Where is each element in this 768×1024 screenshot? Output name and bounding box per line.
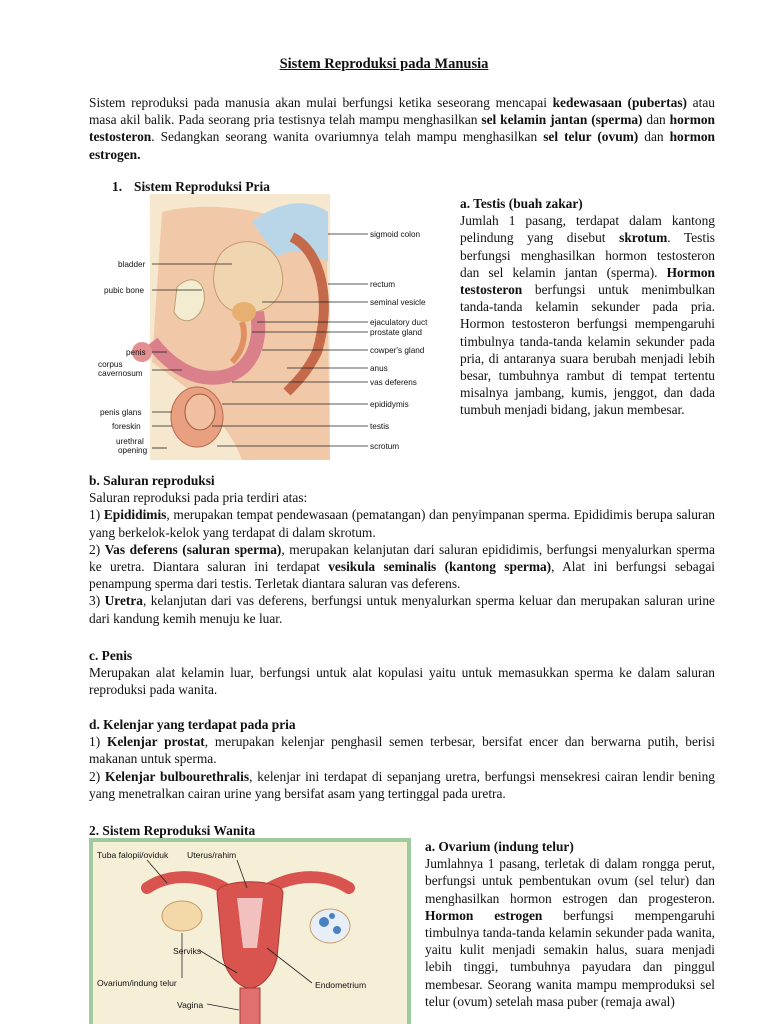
item-number: 2) [89, 768, 105, 784]
ovarium-paragraph [425, 855, 715, 1010]
label-anus: anus [370, 364, 388, 373]
male-reproductive-diagram [92, 192, 444, 460]
page-title: Sistem Reproduksi pada Manusia [279, 56, 489, 72]
item-text: , merupakan tempat pendewasaan (pematangan) dan penyimpanan sperma. Epididimis berupa saluran yang berkelok-kelok yang terdapat di dalam skrotum. [89, 507, 715, 540]
label-ovarium: Ovarium/indung telur [97, 978, 177, 988]
label-ejaculatory-duct: ejaculatory duct [370, 318, 428, 327]
saluran-heading: b. Saluran reproduksi [89, 473, 215, 488]
saluran-item-1 [89, 506, 715, 540]
label-bladder: bladder [118, 260, 146, 269]
label-seminal-vesicle: seminal vesicle [370, 298, 426, 307]
follicle [333, 926, 341, 934]
vagina-shape [240, 988, 260, 1024]
testis-text: Jumlah 1 pasang, terdapat dalam kantong pelindung yang disebut [460, 213, 715, 246]
penis-section [89, 647, 715, 699]
item-number: 1) [89, 734, 107, 750]
kelenjar-section [89, 716, 715, 802]
intro-text: . Sedangkan seorang wanita ovariumnya telah mampu menghasilkan [151, 129, 544, 145]
label-cavernosum: cavernosum [98, 369, 143, 378]
item-bold: Uretra [104, 593, 143, 609]
item-text: , merupakan kelenjar penghasil semen terbesar, bersifat encer dan berwarna putih, berisi makanan untuk sperma. [89, 734, 716, 767]
ovarium-text: Jumlahnya 1 pasang, terletak di dalam rongga perut, berfungsi untuk pembentukan ovum (sel telur) dan menghasilkan hormon estrogen dan progesteron. [425, 856, 715, 906]
label-epididymis: epididymis [370, 400, 409, 409]
testis-paragraph [460, 212, 715, 418]
item-bold: Kelenjar prostat [106, 734, 205, 750]
prostate-shape [232, 302, 256, 322]
saluran-section [89, 472, 715, 627]
intro-bold: hormon estrogen. [89, 129, 715, 162]
testis-bold: skrotum [619, 230, 668, 246]
penis-paragraph: Merupakan alat kelamin luar, berfungsi untuk alat kopulasi yaitu untuk memasukkan sperma ke dalam saluran reproduksi pada wanita. [89, 665, 715, 698]
item-number: 2) [89, 541, 105, 557]
intro-text: dan [638, 129, 670, 145]
item-text: , Alat ini berfungsi sebagai penampung sperma dari testis. Terletak diantara saluran vas deferens. [89, 559, 715, 592]
saluran-intro: Saluran reproduksi pada pria terdiri atas: [89, 490, 308, 506]
label-scrotum: scrotum [370, 442, 400, 451]
testis-text: . Testis berfungsi menghasilkan hormon testosteron dan sel kelamin jantan (sperma). [460, 230, 715, 280]
label-penis-glans: penis glans [100, 408, 142, 417]
saluran-item-2 [89, 541, 715, 593]
item-number: 3) [89, 593, 105, 609]
section-2-heading: 2. Sistem Reproduksi Wanita [89, 823, 256, 838]
label-prostate-gland: prostate gland [370, 328, 422, 337]
intro-bold: sel telur (ovum) [543, 129, 639, 145]
label-cowpers-gland: cowper's gland [370, 346, 425, 355]
intro-text: dan [642, 112, 670, 128]
ovarium-heading: a. Ovarium (indung telur) [425, 839, 574, 854]
kelenjar-item-2 [89, 768, 715, 802]
ovary-left [162, 901, 202, 931]
female-reproductive-diagram [87, 838, 411, 1024]
testis-bold: Hormon testosteron [460, 264, 715, 298]
follicle [329, 913, 335, 919]
item-bold: Vas deferens (saluran sperma) [104, 541, 282, 557]
intro-text: atau masa akil balik. Pada seorang pria testisnya telah mampu menghasilkan [89, 95, 715, 128]
label-penis: penis [126, 348, 146, 357]
label-endometrium: Endometrium [315, 980, 367, 990]
kelenjar-item-1 [89, 733, 715, 767]
label-uterus: Uterus/rahim [187, 850, 237, 860]
label-vas-deferens: vas deferens [370, 378, 417, 387]
item-text: , kelenjar ini terdapat di sepanjang uretra, berfungsi mensekresi cairan lendir bening yang menetralkan cairan urine yang bersifat asam yang tertinggal pada uretra. [89, 768, 715, 801]
intro-bold: sel kelamin jantan (sperma) [481, 112, 643, 128]
saluran-item-3 [89, 592, 715, 626]
intro-paragraph [89, 94, 715, 163]
label-pubic-bone: pubic bone [104, 286, 145, 295]
section-title: Sistem Reproduksi Pria [134, 179, 270, 194]
label-testis: testis [370, 422, 390, 431]
testis-text: berfungsi untuk menimbulkan tanda-tanda kelamin sekunder pada pria. Hormon testosteron berfungsi mempengaruhi timbulnya tanda-tanda kelamin sekunder pada pria, di antaranya suara berubah menjadi lebih besar, tumbuhnya rambut di tempat tertentu misalnya jambang, kumis, jenggot, dan dada tumbuh menjadi bidang, jakun membesar. [460, 282, 715, 418]
intro-bold: kedewasaan (pubertas) [552, 95, 687, 110]
section-number: 1. [112, 179, 123, 194]
label-tuba-falopii: Tuba falopii/oviduk [97, 850, 169, 860]
label-corpus: corpus [98, 360, 123, 369]
item-text: , merupakan kelanjutan dari saluran epididimis, berfungsi menyalurkan sperma ke uretra. Diantara saluran ini terdapat [89, 541, 716, 575]
ovarium-text: berfungsi mempengaruhi timbulnya tanda-tanda kelamin sekunder pada wanita, yaitu kulit menjadi semakin halus, suara menjadi lebih tinggi, tumbuhnya payudara dan pinggul membesar. Seorang wanita mampu memproduksi sel telur (ovum) setelah masa puber (remaja awal) [425, 907, 716, 1009]
item-bold: Epididimis [103, 507, 167, 523]
ovarium-bold: Hormon estrogen [425, 907, 543, 923]
intro-bold: hormon testosteron [89, 112, 716, 145]
ovarium-section [425, 838, 715, 1010]
testis-section [460, 195, 715, 419]
item-bold: Kelenjar bulbourethralis [104, 768, 250, 784]
label-urethral: urethral [116, 437, 144, 446]
testis-heading: a. Testis (buah zakar) [460, 196, 583, 211]
intro-text: Sistem reproduksi pada manusia akan mulai berfungsi ketika seseorang mencapai [89, 95, 553, 110]
label-foreskin: foreskin [112, 422, 141, 431]
item-text: , kelanjutan dari vas deferens, berfungsi untuk menyalurkan sperma keluar dan merupakan saluran urine dari kandung kemih menuju ke luar. [89, 593, 715, 626]
kelenjar-heading: d. Kelenjar yang terdapat pada pria [89, 717, 296, 732]
item-bold: vesikula seminalis (kantong sperma) [328, 559, 552, 575]
label-opening: opening [118, 446, 148, 455]
follicle [319, 917, 329, 927]
label-sigmoid-colon: sigmoid colon [370, 230, 421, 239]
testis-shape [185, 394, 215, 430]
label-rectum: rectum [370, 280, 396, 289]
label-vagina: Vagina [177, 1000, 204, 1010]
penis-heading: c. Penis [89, 648, 133, 663]
item-number: 1) [89, 507, 104, 523]
label-serviks: Serviks [173, 946, 202, 956]
